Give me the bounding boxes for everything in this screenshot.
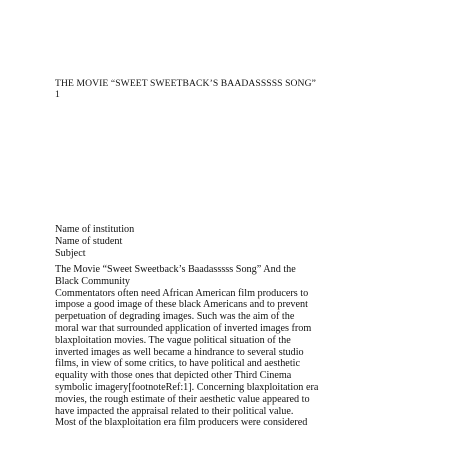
body-text <box>55 264 440 429</box>
paragraph-line: blaxploitation movies. The vague political situation of the <box>55 334 291 346</box>
essay-title-line: Black Community <box>55 275 130 287</box>
paragraph-line: Commentators often need African American film producers to <box>55 287 309 299</box>
page-number: 1 <box>55 89 60 100</box>
essay-title-line: The Movie “Sweet Sweetback’s Baadasssss Song” And the <box>55 264 296 275</box>
paragraph-line: moral war that surrounded application of inverted images from <box>55 322 312 334</box>
title-block <box>55 224 435 259</box>
paragraph-line: inverted images as well became a hindrance to several studio <box>55 346 304 358</box>
paragraph-line: symbolic imagery[footnoteRef:1]. Concerning blaxploitation era <box>55 381 319 393</box>
paragraph-line: equality with those ones that depicted other Third Cinema <box>55 370 292 382</box>
running-header <box>55 78 435 100</box>
paragraph-line: Most of the blaxploitation era film producers were considered <box>55 417 308 429</box>
student-line: Name of student <box>55 235 123 247</box>
running-header-title: THE MOVIE “SWEET SWEETBACK’S BAADASSSSS SONG” <box>55 78 316 89</box>
paragraph-line: have impacted the appraisal related to their political value. <box>55 405 294 417</box>
paragraph-line: perpetuation of degrading images. Such was the aim of the <box>55 311 295 323</box>
subject-line: Subject <box>55 247 86 259</box>
paragraph-line: movies, the rough estimate of their aesthetic value appeared to <box>55 393 310 405</box>
paragraph-line: impose a good image of these black Americans and to prevent <box>55 299 308 311</box>
institution-line: Name of institution <box>55 224 135 235</box>
paragraph-line: films, in view of some critics, to have political and aesthetic <box>55 358 300 370</box>
